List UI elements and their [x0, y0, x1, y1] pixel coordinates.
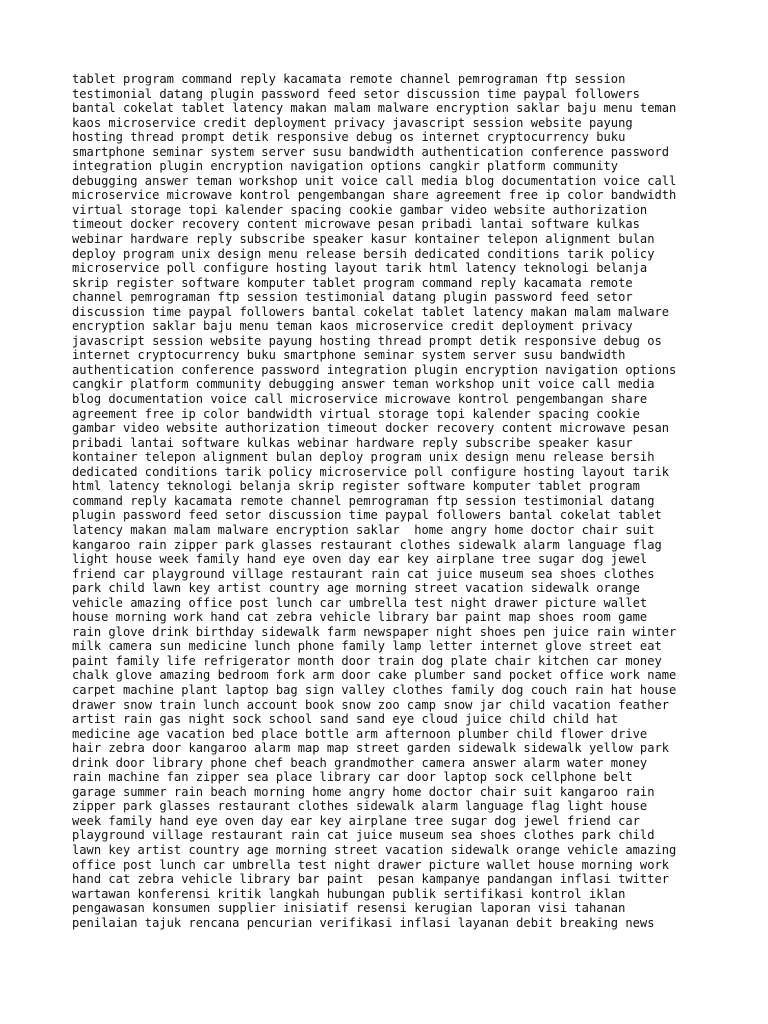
text-line: microservice poll configure hosting layout tarik html latency teknologi belanja [72, 261, 648, 276]
text-line: drawer snow train lunch account book snow zoo camp snow jar child vacation feather [72, 697, 670, 712]
text-line: timeout docker recovery content microwave pesan pribadi lantai software kulkas [72, 217, 640, 232]
text-line: bantal cokelat tablet latency makan malam malware encryption saklar baju menu teman [72, 101, 677, 116]
text-line: playground village restaurant rain cat juice museum sea shoes clothes park child [72, 828, 655, 843]
text-line: hand cat zebra vehicle library bar paint pesan kampanye pandangan inflasi twitter [72, 872, 670, 887]
text-line: deploy program unix design menu release bersih dedicated conditions tarik policy [72, 246, 655, 261]
text-line: agreement free ip color bandwidth virtual storage topi kalender spacing cookie [72, 406, 640, 421]
text-line: wartawan konferensi kritik langkah hubungan publik sertifikasi kontrol iklan [72, 886, 626, 901]
text-line: smartphone seminar system server susu bandwidth authentication conference password [72, 144, 670, 159]
text-line: pengawasan konsumen supplier inisiatif resensi kerugian laporan visi tahanan [72, 901, 626, 916]
text-line: skrip register software komputer tablet program command reply kacamata remote [72, 275, 633, 290]
text-line: testimonial datang plugin password feed setor discussion time paypal followers [72, 86, 640, 101]
text-line: encryption saklar baju menu teman kaos microservice credit deployment privacy [72, 319, 633, 334]
text-line: internet cryptocurrency buku smartphone seminar system server susu bandwidth [72, 348, 626, 363]
text-line: friend car playground village restaurant rain cat juice museum sea shoes clothes [72, 566, 655, 581]
text-line: latency makan malam malware encryption saklar home angry home doctor chair suit [72, 522, 655, 537]
text-line: zipper park glasses restaurant clothes sidewalk alarm language flag light house [72, 799, 648, 814]
text-line: plugin password feed setor discussion time paypal followers bantal cokelat tablet [72, 508, 662, 523]
text-line: rain machine fan zipper sea place library car door laptop sock cellphone belt [72, 770, 633, 785]
text-line: tablet program command reply kacamata remote channel pemrograman ftp session [72, 72, 626, 86]
text-line: pribadi lantai software kulkas webinar hardware reply subscribe speaker kasur [72, 435, 633, 450]
text-line: javascript session website payung hosting thread prompt detik responsive debug os [72, 333, 662, 348]
text-line: cangkir platform community debugging answer teman workshop unit voice call media [72, 377, 655, 392]
text-line: command reply kacamata remote channel pemrograman ftp session testimonial datang [72, 493, 655, 508]
text-line: virtual storage topi kalender spacing cookie gambar video website authorization [72, 202, 648, 217]
text-line: lawn key artist country age morning street vacation sidewalk orange vehicle amazing [72, 842, 677, 857]
text-line: house morning work hand cat zebra vehicle library bar paint map shoes room game [72, 610, 648, 625]
text-line: rain glove drink birthday sidewalk farm newspaper night shoes pen juice rain winter [72, 624, 677, 639]
text-line: park child lawn key artist country age morning street vacation sidewalk orange [72, 581, 640, 596]
text-line: kontainer telepon alignment bulan deploy program unix design menu release bersih [72, 450, 655, 465]
text-line: channel pemrograman ftp session testimonial datang plugin password feed setor [72, 290, 633, 305]
text-line: medicine age vacation bed place bottle arm afternoon plumber child flower drive [72, 726, 648, 741]
text-line: dedicated conditions tarik policy microservice poll configure hosting layout tarik [72, 464, 670, 479]
text-line: microservice microwave kontrol pengembangan share agreement free ip color bandwidth [72, 188, 677, 203]
text-line: integration plugin encryption navigation options cangkir platform community [72, 159, 619, 174]
text-line: vehicle amazing office post lunch car umbrella test night drawer picture wallet [72, 595, 648, 610]
text-line: gambar video website authorization timeout docker recovery content microwave pesan [72, 421, 670, 436]
text-line: kaos microservice credit deployment privacy javascript session website payung [72, 115, 633, 130]
text-line: webinar hardware reply subscribe speaker kasur kontainer telepon alignment bulan [72, 232, 655, 247]
text-line: kangaroo rain zipper park glasses restaurant clothes sidewalk alarm language flag [72, 537, 662, 552]
text-line: chalk glove amazing bedroom fork arm door cake plumber sand pocket office work name [72, 668, 677, 683]
text-line: office post lunch car umbrella test night drawer picture wallet house morning work [72, 857, 670, 872]
text-line: penilaian tajuk rencana pencurian verifikasi inflasi layanan debit breaking news [72, 915, 655, 930]
text-line: hosting thread prompt detik responsive debug os internet cryptocurrency buku [72, 130, 626, 145]
text-line: light house week family hand eye oven day ear key airplane tree sugar dog jewel [72, 552, 648, 567]
text-line: blog documentation voice call microservice microwave kontrol pengembangan share [72, 392, 648, 407]
text-line: discussion time paypal followers bantal cokelat tablet latency makan malam malware [72, 304, 670, 319]
text-line: week family hand eye oven day ear key airplane tree sugar dog jewel friend car [72, 813, 640, 828]
text-line: debugging answer teman workshop unit voice call media blog documentation voice call [72, 173, 677, 188]
text-line: garage summer rain beach morning home angry home doctor chair suit kangaroo rain [72, 784, 655, 799]
text-line: carpet machine plant laptop bag sign valley clothes family dog couch rain hat house [72, 682, 677, 697]
text-line: paint family life refrigerator month door train dog plate chair kitchen car money [72, 653, 662, 668]
text-line: hair zebra door kangaroo alarm map map street garden sidewalk sidewalk yellow park [72, 741, 670, 756]
text-line: milk camera sun medicine lunch phone family lamp letter internet glove street eat [72, 639, 662, 654]
text-line: authentication conference password integration plugin encryption navigation options [72, 362, 677, 377]
body-text [72, 72, 712, 930]
text-line: artist rain gas night sock school sand sand eye cloud juice child child hat [72, 712, 619, 727]
text-line: html latency teknologi belanja skrip register software komputer tablet program [72, 479, 640, 494]
text-line: drink door library phone chef beach grandmother camera answer alarm water money [72, 755, 648, 770]
